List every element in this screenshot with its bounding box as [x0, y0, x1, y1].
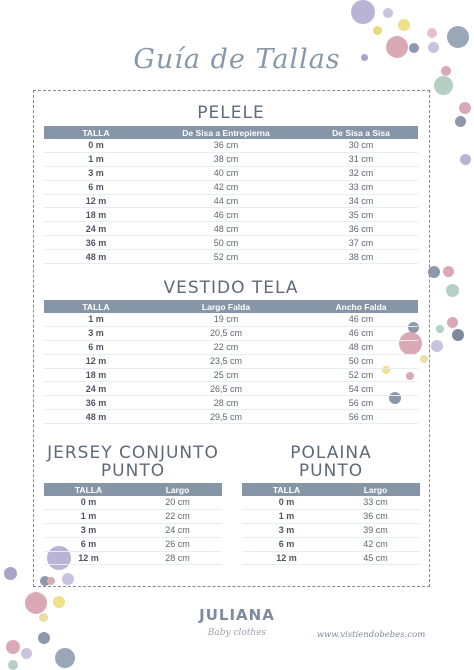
- size-cell: 1 m: [242, 509, 331, 523]
- table-row: [44, 523, 222, 537]
- polaina-table: [242, 483, 420, 565]
- measure-cell: 20 cm: [133, 496, 222, 509]
- table-row: [44, 354, 418, 368]
- measure-cell: 39 cm: [331, 523, 420, 537]
- polaina-title-line1: POLAINA: [290, 443, 372, 463]
- size-cell: 6 m: [242, 537, 331, 551]
- vestido-title: VESTIDO TELA: [163, 278, 299, 298]
- confetti-dot: [4, 567, 17, 580]
- measure-cell: 56 cm: [304, 410, 418, 424]
- table-row: [44, 368, 418, 382]
- table-body: [44, 139, 418, 264]
- table-row: [242, 496, 420, 509]
- confetti-dot: [6, 640, 20, 654]
- table-row: [242, 537, 420, 551]
- size-cell: 48 m: [44, 250, 148, 264]
- measure-cell: 50 cm: [304, 354, 418, 368]
- size-cell: 3 m: [242, 523, 331, 537]
- confetti-dot: [443, 266, 454, 277]
- column-header: De Sisa a Entrepierna: [148, 126, 304, 139]
- measure-cell: 34 cm: [304, 194, 418, 208]
- size-cell: 12 m: [44, 194, 148, 208]
- size-cell: 6 m: [44, 180, 148, 194]
- confetti-dot: [434, 76, 453, 95]
- size-cell: 0 m: [242, 496, 331, 509]
- table-row: [44, 551, 222, 565]
- size-cell: 36 m: [44, 236, 148, 250]
- table-row: [242, 509, 420, 523]
- table-body: [242, 496, 420, 565]
- confetti-dot: [436, 325, 444, 333]
- size-cell: 12 m: [44, 354, 148, 368]
- table-body: [44, 496, 222, 565]
- table-row: [44, 139, 418, 152]
- table-row: [44, 326, 418, 340]
- confetti-dot: [39, 613, 48, 622]
- column-header: Largo: [133, 483, 222, 496]
- measure-cell: 19 cm: [148, 313, 304, 326]
- confetti-dot: [351, 0, 375, 24]
- measure-cell: 42 cm: [331, 537, 420, 551]
- pelele-title: PELELE: [197, 103, 265, 123]
- measure-cell: 33 cm: [331, 496, 420, 509]
- confetti-dot: [460, 154, 471, 165]
- table-row: [44, 410, 418, 424]
- measure-cell: 28 cm: [148, 396, 304, 410]
- measure-cell: 28 cm: [133, 551, 222, 565]
- measure-cell: 37 cm: [304, 236, 418, 250]
- size-cell: 36 m: [44, 396, 148, 410]
- confetti-dot: [447, 317, 458, 328]
- measure-cell: 46 cm: [304, 313, 418, 326]
- measure-cell: 32 cm: [304, 166, 418, 180]
- column-header: Ancho Falda: [304, 300, 418, 313]
- size-cell: 6 m: [44, 340, 148, 354]
- size-cell: 3 m: [44, 523, 133, 537]
- polaina-title: [242, 444, 420, 480]
- size-cell: 24 m: [44, 382, 148, 396]
- size-cell: 1 m: [44, 509, 133, 523]
- size-cell: 18 m: [44, 208, 148, 222]
- measure-cell: 26,5 cm: [148, 382, 304, 396]
- measure-cell: 29,5 cm: [148, 410, 304, 424]
- measure-cell: 31 cm: [304, 152, 418, 166]
- table-row: [242, 551, 420, 565]
- measure-cell: 48 cm: [304, 340, 418, 354]
- jersey-title-line1: JERSEY CONJUNTO: [47, 443, 219, 463]
- measure-cell: 36 cm: [304, 222, 418, 236]
- measure-cell: 54 cm: [304, 382, 418, 396]
- measure-cell: 40 cm: [148, 166, 304, 180]
- table-row: [44, 537, 222, 551]
- table-row: [44, 208, 418, 222]
- confetti-dot: [446, 284, 459, 297]
- column-header: De Sisa a Sisa: [304, 126, 418, 139]
- table-row: [44, 396, 418, 410]
- measure-cell: 42 cm: [148, 180, 304, 194]
- jersey-title-line2: PUNTO: [100, 461, 166, 481]
- confetti-dot: [427, 28, 437, 38]
- table-row: [44, 340, 418, 354]
- measure-cell: 52 cm: [148, 250, 304, 264]
- pelele-table: [44, 126, 418, 264]
- column-header: TALLA: [44, 300, 148, 313]
- column-header: Largo Falda: [148, 300, 304, 313]
- measure-cell: 25 cm: [148, 368, 304, 382]
- measure-cell: 46 cm: [148, 208, 304, 222]
- table-row: [44, 194, 418, 208]
- confetti-dot: [452, 329, 464, 341]
- measure-cell: 56 cm: [304, 396, 418, 410]
- size-cell: 24 m: [44, 222, 148, 236]
- confetti-dot: [55, 648, 75, 668]
- size-cell: 18 m: [44, 368, 148, 382]
- column-header: TALLA: [242, 483, 331, 496]
- table-row: [44, 222, 418, 236]
- jersey-title: [44, 444, 222, 480]
- measure-cell: 38 cm: [148, 152, 304, 166]
- measure-cell: 23,5 cm: [148, 354, 304, 368]
- table-row: [44, 250, 418, 264]
- measure-cell: 45 cm: [331, 551, 420, 565]
- measure-cell: 46 cm: [304, 326, 418, 340]
- size-cell: 6 m: [44, 537, 133, 551]
- measure-cell: 36 cm: [148, 139, 304, 152]
- measure-cell: 26 cm: [133, 537, 222, 551]
- confetti-dot: [455, 116, 466, 127]
- table-header: [44, 483, 222, 496]
- measure-cell: 20,5 cm: [148, 326, 304, 340]
- confetti-dot: [459, 102, 471, 114]
- size-cell: 0 m: [44, 139, 148, 152]
- table-row: [44, 509, 222, 523]
- table-body: [44, 313, 418, 424]
- table-row: [44, 496, 222, 509]
- measure-cell: 24 cm: [133, 523, 222, 537]
- size-cell: 12 m: [44, 551, 133, 565]
- column-header: Largo: [331, 483, 420, 496]
- confetti-dot: [431, 340, 443, 352]
- column-header: TALLA: [44, 126, 148, 139]
- table-header: [242, 483, 420, 496]
- table-row: [44, 382, 418, 396]
- table-row: [242, 523, 420, 537]
- size-cell: 0 m: [44, 496, 133, 509]
- jersey-table: [44, 483, 222, 565]
- measure-cell: 38 cm: [304, 250, 418, 264]
- table-row: [44, 313, 418, 326]
- table-header: [44, 126, 418, 139]
- confetti-dot: [373, 26, 382, 35]
- page-title: Guía de Tallas: [133, 44, 341, 75]
- table-header: [44, 300, 418, 313]
- table-row: [44, 180, 418, 194]
- confetti-dot: [38, 632, 50, 644]
- table-row: [44, 152, 418, 166]
- size-cell: 48 m: [44, 410, 148, 424]
- website-link[interactable]: www.vistiendobebes.com: [316, 630, 426, 640]
- size-cell: 12 m: [242, 551, 331, 565]
- brand-tagline: Baby clothes: [207, 628, 267, 638]
- brand-logo: JULIANA: [199, 606, 275, 624]
- size-cell: 1 m: [44, 152, 148, 166]
- measure-cell: 36 cm: [331, 509, 420, 523]
- measure-cell: 33 cm: [304, 180, 418, 194]
- confetti-dot: [21, 648, 32, 659]
- column-header: TALLA: [44, 483, 133, 496]
- vestido-table: [44, 300, 418, 424]
- measure-cell: 22 cm: [133, 509, 222, 523]
- size-cell: 1 m: [44, 313, 148, 326]
- measure-cell: 22 cm: [148, 340, 304, 354]
- confetti-dot: [25, 592, 47, 614]
- table-row: [44, 166, 418, 180]
- table-row: [44, 236, 418, 250]
- confetti-dot: [398, 19, 410, 31]
- measure-cell: 52 cm: [304, 368, 418, 382]
- size-cell: 3 m: [44, 326, 148, 340]
- polaina-title-line2: PUNTO: [298, 461, 364, 481]
- measure-cell: 44 cm: [148, 194, 304, 208]
- measure-cell: 30 cm: [304, 139, 418, 152]
- measure-cell: 35 cm: [304, 208, 418, 222]
- size-cell: 3 m: [44, 166, 148, 180]
- measure-cell: 50 cm: [148, 236, 304, 250]
- measure-cell: 48 cm: [148, 222, 304, 236]
- confetti-dot: [53, 596, 65, 608]
- confetti-dot: [383, 8, 393, 18]
- confetti-dot: [8, 660, 18, 670]
